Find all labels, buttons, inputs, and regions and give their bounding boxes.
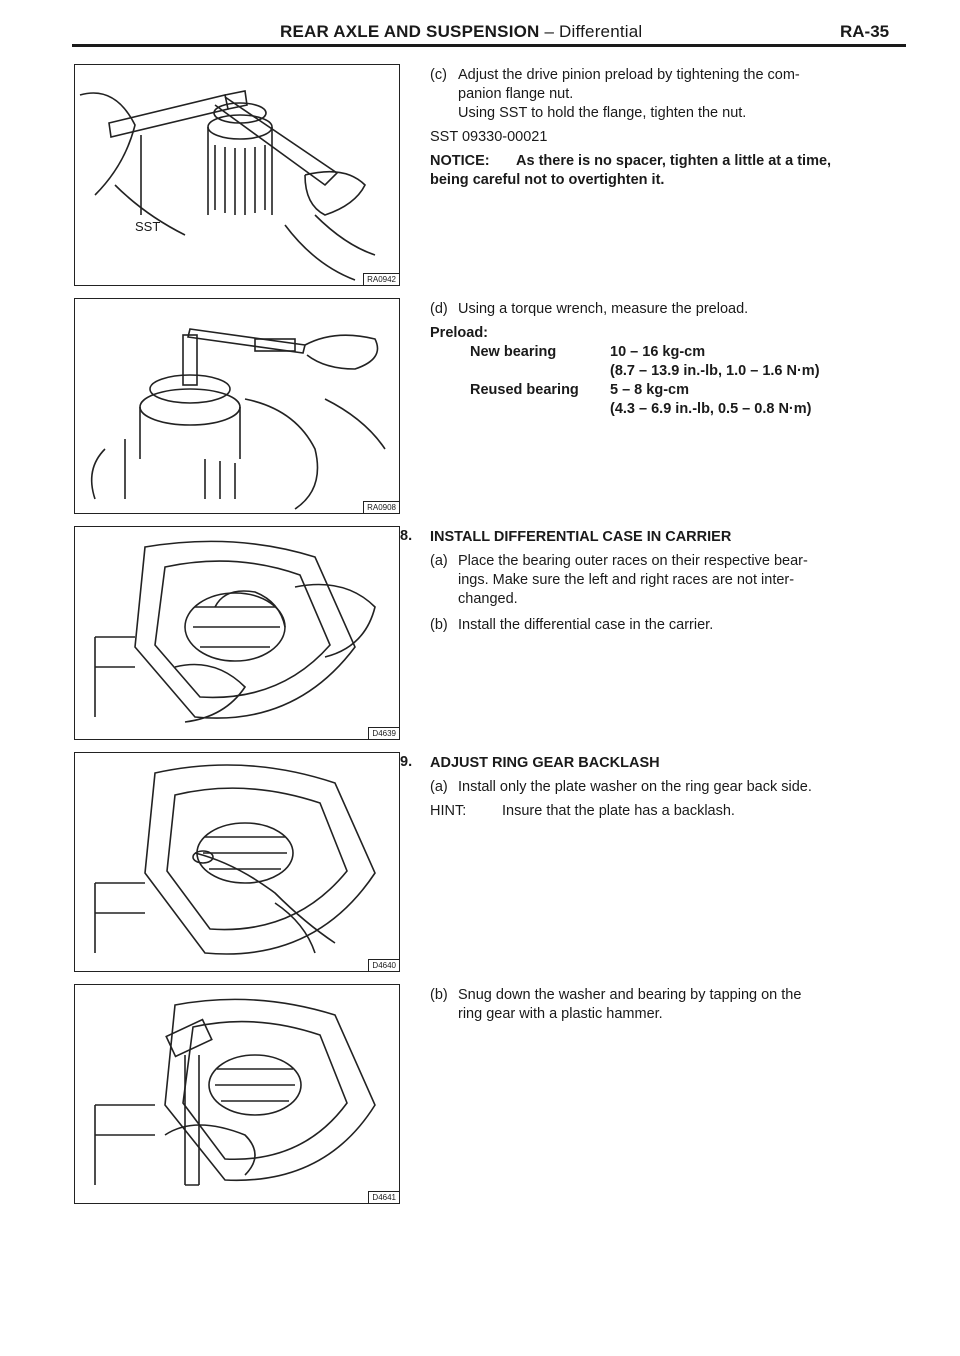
step-c-notice-line-1: As there is no spacer, tighten a little at a time,: [516, 153, 832, 169]
figure-4-code: D4640: [368, 959, 399, 971]
page-header-title: [280, 22, 642, 42]
step-d-line-1: Using a torque wrench, measure the preload.: [458, 301, 749, 317]
section-8-a-line-2: ings. Make sure the left and right races are not inter-: [458, 572, 795, 588]
figure-install-case: [74, 526, 400, 740]
new-bearing-label: New bearing: [470, 344, 557, 360]
figure-3-code: D4639: [368, 727, 399, 739]
figure-1-sst-label: SST: [135, 219, 161, 234]
figure-4-illustration: [75, 753, 399, 971]
figure-2-illustration: [75, 299, 399, 513]
section-9-b-line-2: ring gear with a plastic hammer.: [458, 1006, 663, 1022]
figure-plate-washer: [74, 752, 400, 972]
step-c-line-2: panion flange nut.: [458, 86, 574, 102]
section-9-b-marker: (b): [430, 987, 448, 1003]
figure-2-code: RA0908: [363, 501, 399, 513]
reused-bearing-value-2: (4.3 – 6.9 in.-lb, 0.5 – 0.8 N·m): [610, 401, 812, 417]
new-bearing-value-2: (8.7 – 13.9 in.-lb, 1.0 – 1.6 N·m): [610, 363, 820, 379]
step-c-notice-label: NOTICE:: [430, 153, 490, 169]
figure-5-code: D4641: [368, 1191, 399, 1203]
page-number: RA-35: [840, 22, 890, 41]
figure-sst-flange: [74, 64, 400, 286]
header-title-sep: –: [539, 22, 560, 41]
step-d-marker: (d): [430, 301, 448, 317]
section-8-title: INSTALL DIFFERENTIAL CASE IN CARRIER: [430, 529, 732, 545]
section-9-number: 9.: [400, 754, 413, 770]
step-c-line-1: Adjust the drive pinion preload by tightening the com-: [458, 67, 800, 83]
section-9-a-marker: (a): [430, 779, 448, 795]
section-8-a-line-3: changed.: [458, 591, 518, 607]
reused-bearing-value-1: 5 – 8 kg-cm: [610, 382, 689, 398]
step-c-line-3: Using SST to hold the flange, tighten the nut.: [458, 105, 747, 121]
new-bearing-value-1: 10 – 16 kg-cm: [610, 344, 706, 360]
header-title-rest: Differential: [559, 22, 643, 41]
section-9-b-line-1: Snug down the washer and bearing by tapping on the: [458, 987, 802, 1003]
section-8-b-line-1: Install the differential case in the carrier.: [458, 617, 714, 633]
figure-1-illustration: [75, 65, 399, 285]
step-c-notice-line-2: being careful not to overtighten it.: [430, 172, 665, 188]
header-title-bold: REAR AXLE AND SUSPENSION: [280, 22, 540, 41]
figure-1-code: RA0942: [363, 273, 399, 285]
section-8-number: 8.: [400, 528, 413, 544]
section-8-a-line-1: Place the bearing outer races on their respective bear-: [458, 553, 808, 569]
section-9-hint-label: HINT:: [430, 803, 467, 819]
section-8-a-marker: (a): [430, 553, 448, 569]
figure-plastic-hammer: [74, 984, 400, 1204]
reused-bearing-label: Reused bearing: [470, 382, 579, 398]
section-9-title: ADJUST RING GEAR BACKLASH: [430, 755, 660, 771]
figure-torque-wrench: [74, 298, 400, 514]
section-8-b-marker: (b): [430, 617, 448, 633]
preload-label: Preload:: [430, 325, 489, 341]
header-divider: [72, 44, 906, 47]
step-c-marker: (c): [430, 67, 447, 83]
figure-3-illustration: [75, 527, 399, 739]
step-c-sst: SST 09330-00021: [430, 129, 548, 145]
section-9-hint-text: Insure that the plate has a backlash.: [502, 803, 735, 819]
section-9-a-line-1: Install only the plate washer on the ring gear back side.: [458, 779, 812, 795]
figure-5-illustration: [75, 985, 399, 1203]
